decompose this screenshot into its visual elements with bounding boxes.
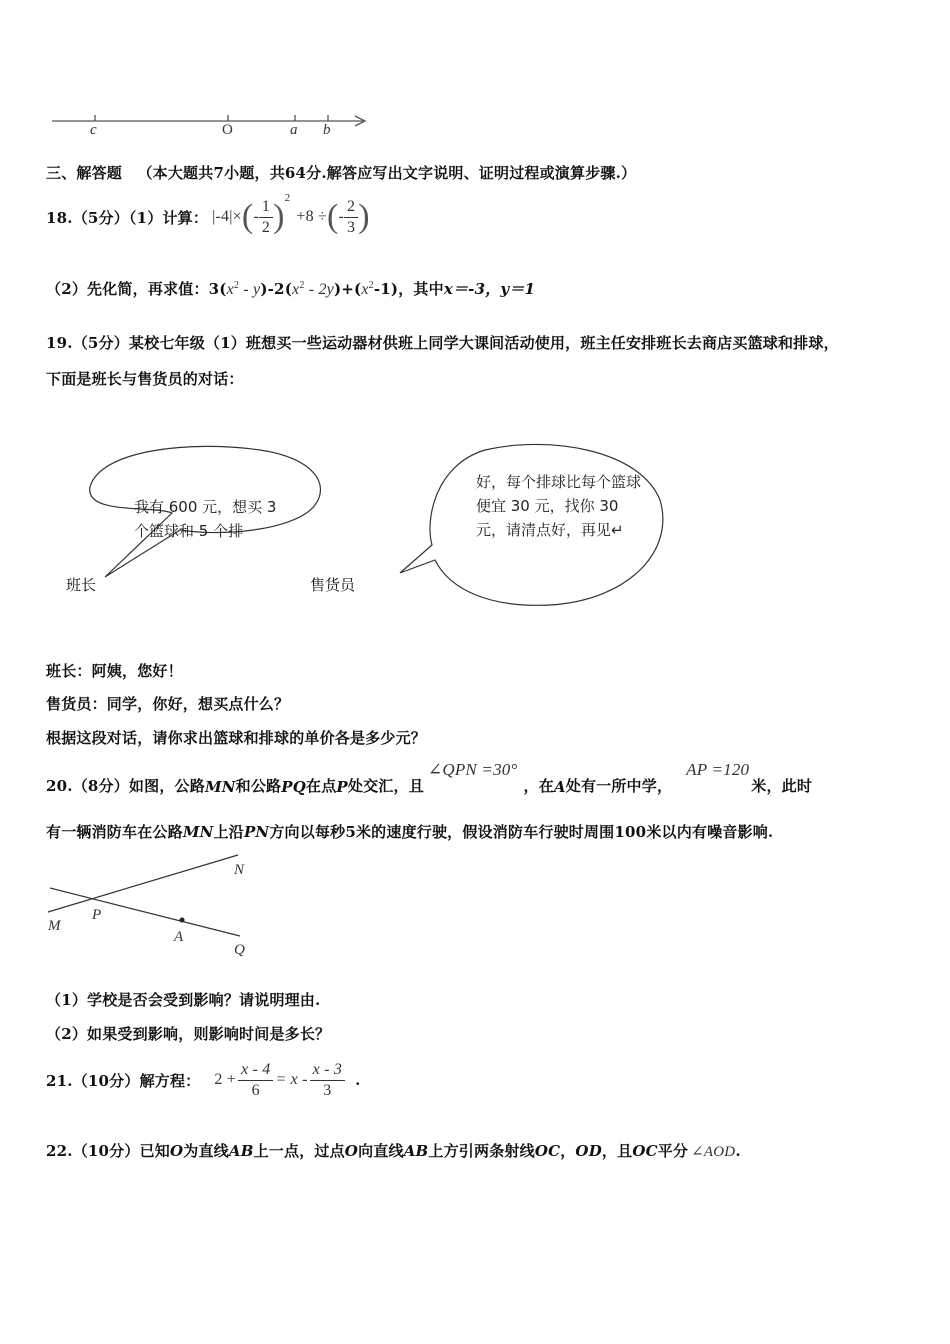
q18-x1-exp: 2 bbox=[233, 280, 240, 291]
fig-label-n: N bbox=[234, 862, 245, 878]
q21-eq: = x - bbox=[275, 1071, 308, 1088]
q22-d: 向直线 bbox=[358, 1142, 404, 1160]
dialog-line-1: 班长：阿姨，您好！ bbox=[46, 662, 183, 680]
q20-l2-a: 有一辆消防车在公路 bbox=[46, 823, 183, 841]
q20-sub1: （1）学校是否会受到影响？请说明理由. bbox=[46, 991, 321, 1009]
question-18-part2 bbox=[46, 278, 535, 299]
q22-o: O bbox=[169, 1142, 184, 1160]
q18-x2-exp: 2 bbox=[299, 280, 305, 291]
q18-paren2-open: ( bbox=[326, 198, 339, 235]
q18-frac1-num: 1 bbox=[259, 197, 273, 218]
q22-h: 平分 bbox=[657, 1142, 689, 1160]
q18-fraction-1 bbox=[259, 197, 273, 238]
q20-text-b: 和公路 bbox=[235, 777, 282, 795]
number-line-label-o: O bbox=[222, 122, 233, 138]
road-pq bbox=[50, 888, 240, 936]
q18-plus8div: +8 ÷ bbox=[296, 208, 327, 225]
question-18-part1 bbox=[46, 192, 370, 242]
q22-aod: ∠AOD bbox=[691, 1144, 736, 1160]
question-22 bbox=[46, 1140, 741, 1161]
number-line-label-b: b bbox=[323, 122, 331, 138]
section-title: 三、解答题 bbox=[46, 164, 123, 182]
q21-f2-num: x - 3 bbox=[310, 1060, 345, 1081]
q22-a: 22.（10分）已知 bbox=[46, 1142, 170, 1160]
q18-prefix: 18.（5分）（1）计算： bbox=[46, 208, 209, 227]
question-20-line1 bbox=[46, 760, 812, 796]
fig-label-m: M bbox=[48, 918, 61, 934]
section-heading bbox=[46, 162, 636, 183]
q20-text-a: 20.（8分）如图，公路 bbox=[46, 777, 205, 795]
q20-l2-e: 米以内有噪音影响. bbox=[646, 823, 774, 841]
q18-frac2-num: 2 bbox=[344, 197, 358, 218]
section-note: （本大题共7小题，共64分.解答应写出文字说明、证明过程或演算步骤.） bbox=[137, 164, 637, 182]
q18-minus1: - bbox=[253, 208, 259, 225]
dialog-line-2: 售货员：同学，你好，想买点什么？ bbox=[46, 695, 290, 713]
q21-f1-num: x - 4 bbox=[238, 1060, 273, 1081]
q20-text-d: 处交汇，且 bbox=[347, 777, 424, 795]
q20-dist: 100 bbox=[614, 823, 647, 841]
q20-l2-d: 米的速度行驶，假设消防车行驶时周围 bbox=[355, 823, 615, 841]
fig-label-p: P bbox=[92, 907, 102, 923]
q20-text-f: 处有一所中学， bbox=[565, 777, 673, 795]
bubble-right-text: 好，每个排球比每个篮球便宜 30 元，找你 30 元，请清点好，再见↵ bbox=[476, 473, 642, 539]
q20-p: P bbox=[336, 778, 348, 796]
q18-x2: x bbox=[292, 281, 300, 298]
q20-angle: ∠QPN =30° bbox=[427, 760, 518, 779]
q22-f: ， bbox=[560, 1142, 576, 1160]
q18-2y: - 2y bbox=[304, 281, 334, 298]
q20-sub2: （2）如果受到影响，则影响时间是多长？ bbox=[46, 1025, 331, 1043]
q18-condition: x＝-3，y＝1 bbox=[443, 280, 536, 298]
q18-part2-prefix: （2）先化简，再求值：3( bbox=[46, 280, 227, 298]
q18-mid1: )-2( bbox=[260, 280, 292, 298]
q22-ab: AB bbox=[228, 1142, 254, 1160]
label-monitor: 班长 bbox=[66, 576, 97, 594]
q20-text-g: 米，此时 bbox=[751, 777, 813, 795]
q21-f2-den: 3 bbox=[323, 1081, 332, 1099]
q18-x3: x bbox=[361, 281, 369, 298]
q18-paren2-close: ) bbox=[358, 198, 370, 235]
q19-question: 根据这段对话，请你求出篮球和排球的单价各是多少元？ bbox=[46, 729, 427, 747]
q20-ap: AP =120 bbox=[686, 760, 750, 779]
question-20-line2 bbox=[46, 821, 773, 842]
number-line-label-a: a bbox=[290, 122, 298, 138]
q21-two-plus: 2 + bbox=[214, 1071, 236, 1088]
fig-label-a: A bbox=[174, 929, 184, 945]
question-19-line1: 19.（5分）某校七年级（1）班想买一些运动器材供班上同学大课间活动使用，班主任安排班长去商店买篮球和排球， bbox=[46, 334, 839, 352]
road-mn bbox=[48, 855, 238, 912]
q18-frac1-den: 2 bbox=[261, 218, 271, 236]
q22-oc2: OC bbox=[632, 1142, 658, 1160]
q18-minus2: - bbox=[338, 208, 345, 225]
q18-x3-exp: 2 bbox=[368, 280, 374, 291]
q20-l2-c: 方向以每秒 bbox=[269, 823, 346, 841]
q20-text-c: 在点 bbox=[306, 777, 337, 795]
q18-fraction-2 bbox=[344, 197, 358, 238]
q18-paren-close: ) bbox=[273, 198, 285, 235]
q22-od: OD bbox=[575, 1142, 602, 1160]
q20-a: A bbox=[553, 778, 566, 796]
q22-o2: O bbox=[344, 1142, 359, 1160]
q20-pq: PQ bbox=[281, 778, 307, 796]
q21-end: . bbox=[355, 1071, 361, 1089]
number-line-label-c: c bbox=[90, 122, 97, 138]
q22-end: . bbox=[735, 1142, 741, 1160]
q20-pn: PN bbox=[243, 823, 270, 841]
q22-oc: OC bbox=[534, 1142, 561, 1160]
label-clerk: 售货员 bbox=[310, 576, 356, 594]
q18-paren-open: ( bbox=[241, 198, 254, 235]
q18-exponent: 2 bbox=[284, 192, 291, 204]
point-a bbox=[180, 918, 185, 923]
q21-f1-den: 6 bbox=[251, 1081, 260, 1099]
q18-mid2: )+( bbox=[333, 280, 362, 298]
question-21 bbox=[46, 1056, 361, 1104]
q20-mn2: MN bbox=[182, 823, 214, 841]
q21-fraction-2 bbox=[310, 1060, 345, 1101]
q22-b: 为直线 bbox=[183, 1142, 229, 1160]
q18-y1: - y bbox=[239, 281, 261, 298]
q18-frac2-den: 3 bbox=[347, 218, 356, 236]
q22-g: ，且 bbox=[601, 1142, 633, 1160]
q18-x1: x bbox=[226, 281, 234, 298]
q18-end: -1)，其中 bbox=[373, 280, 444, 298]
q20-l2-b: 上沿 bbox=[213, 823, 244, 841]
q18-abs: |-4| bbox=[212, 208, 233, 225]
q22-e: 上方引两条射线 bbox=[428, 1142, 535, 1160]
q20-mn: MN bbox=[204, 778, 236, 796]
question-19-line2: 下面是班长与售货员的对话： bbox=[46, 370, 244, 388]
q20-text-e: ，在 bbox=[523, 777, 554, 795]
q21-fraction-1 bbox=[238, 1060, 273, 1101]
q21-prefix: 21.（10分）解方程： bbox=[46, 1071, 201, 1090]
fig-label-q: Q bbox=[234, 942, 245, 958]
q22-ab2: AB bbox=[403, 1142, 429, 1160]
q18-times: × bbox=[232, 208, 242, 225]
bubble-left-text: 我有 600 元，想买 3 个篮球和 5 个排 bbox=[134, 498, 277, 540]
q20-speed: 5 bbox=[345, 823, 356, 841]
q22-c: 上一点，过点 bbox=[253, 1142, 345, 1160]
